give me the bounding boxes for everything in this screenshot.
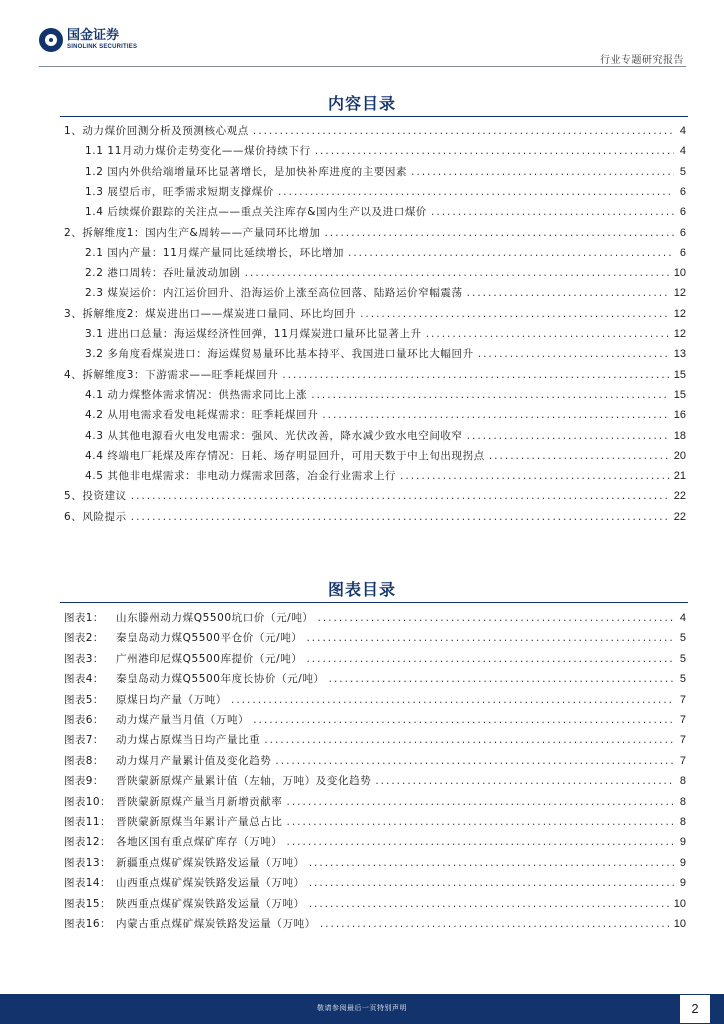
figure-entry-number: 图表16： — [64, 918, 111, 930]
figure-entry-label: 广州港印尼煤Q5500库提价（元/吨） — [116, 652, 303, 665]
toc-entry[interactable] — [85, 469, 686, 484]
toc-entry-page: 13 — [673, 348, 686, 361]
toc-entry-label: 2.2 港口周转：吞吐量波动加剧 — [85, 267, 241, 280]
figure-leader-dots — [287, 795, 675, 810]
figure-entry[interactable] — [64, 631, 686, 646]
figure-entry-page: 10 — [673, 918, 686, 930]
toc-leader-dots — [253, 124, 674, 139]
toc-entry-page: 6 — [679, 206, 686, 219]
toc-entry[interactable] — [85, 246, 686, 261]
toc-entry[interactable] — [64, 510, 686, 525]
toc-entry-label: 3.2 多角度看煤炭进口：海运煤贸易量环比基本持平、我国进口量环比大幅回升 — [85, 348, 474, 361]
toc-entry[interactable] — [64, 489, 686, 504]
toc-entry-label: 1.3 展望后市，旺季需求短期支撑煤价 — [85, 185, 274, 198]
toc-entry-page: 22 — [673, 490, 686, 503]
toc-leader-dots — [324, 226, 674, 241]
figure-entry-page: 8 — [679, 816, 686, 828]
toc-entry[interactable] — [85, 449, 686, 464]
toc-entry[interactable] — [64, 307, 686, 322]
figure-entry[interactable] — [64, 672, 686, 687]
toc-entry-page: 12 — [673, 287, 686, 300]
toc-leader-dots — [478, 347, 670, 362]
figure-leader-dots — [309, 856, 674, 871]
figure-leader-dots — [287, 815, 675, 830]
figure-entry-page: 9 — [679, 836, 686, 849]
figure-entry-label: 晋陕蒙新原煤当年累计产量总占比 — [116, 816, 283, 828]
figure-entry-number: 图表4： — [64, 673, 104, 686]
logo-icon — [39, 28, 63, 52]
toc-entry-label: 4.2 从用电需求看发电耗煤需求：旺季耗煤回升 — [85, 409, 319, 422]
logo-english-name: SINOLINK SECURITIES — [67, 44, 138, 50]
figure-entry[interactable] — [64, 652, 686, 667]
toc-leader-dots — [131, 510, 670, 525]
figure-entry[interactable] — [64, 876, 686, 891]
figure-entry-page: 4 — [679, 612, 686, 624]
figure-entry-number: 图表7： — [64, 734, 104, 747]
toc-entry-page: 12 — [673, 328, 686, 340]
figure-entry-label: 晋陕蒙新原煤产量累计值（左轴，万吨）及变化趋势 — [116, 775, 372, 788]
toc-leader-dots — [282, 368, 669, 383]
figure-entry[interactable] — [64, 835, 686, 850]
figure-entry-number: 图表1： — [64, 612, 104, 624]
figure-entry-number: 图表13： — [64, 856, 111, 869]
figure-leader-dots — [287, 835, 675, 850]
toc-entry-page: 15 — [673, 368, 686, 381]
toc-entry[interactable] — [64, 368, 686, 383]
figure-entry[interactable] — [64, 774, 686, 789]
figure-entry-label: 内蒙古重点煤矿煤炭铁路发运量（万吨） — [116, 918, 316, 930]
toc-entry[interactable] — [85, 205, 686, 220]
toc-entry-page: 4 — [679, 125, 686, 137]
toc-leader-dots — [431, 205, 674, 220]
page-header — [0, 0, 724, 66]
toc-entry-page: 6 — [679, 226, 686, 239]
toc-entry[interactable] — [85, 185, 686, 200]
figure-entry-page: 10 — [673, 897, 686, 910]
toc-entry-label: 1.2 国内外供给端增量环比显著增长，是加快补库进度的主要因素 — [85, 165, 408, 178]
figure-entry-number: 图表6： — [64, 714, 104, 726]
toc-leader-dots — [411, 165, 674, 180]
toc-entry[interactable] — [85, 286, 686, 301]
figure-entry-label: 山西重点煤矿煤炭铁路发运量（万吨） — [116, 877, 305, 890]
toc-leader-dots — [315, 144, 674, 159]
figure-entry-label: 原煤日均产量（万吨） — [116, 693, 227, 706]
figure-entry[interactable] — [64, 795, 686, 810]
figure-leader-dots — [306, 631, 674, 646]
toc-leader-dots — [360, 307, 670, 322]
toc-entry-label: 1、动力煤价回测分析及预测核心观点 — [64, 125, 249, 137]
logo-chinese-name: 国金证券 — [67, 28, 120, 43]
page-number: 2 — [680, 995, 710, 1023]
figure-entry-number: 图表12： — [64, 836, 111, 849]
figures-title-divider — [60, 602, 688, 603]
page-footer — [0, 994, 724, 1024]
toc-entry[interactable] — [85, 327, 686, 342]
toc-entry[interactable] — [64, 226, 686, 241]
figure-entry-page: 5 — [679, 673, 686, 686]
figure-leader-dots — [275, 754, 674, 769]
figure-entry-label: 晋陕蒙新原煤产量当月新增贡献率 — [116, 795, 283, 808]
toc-entry-label: 2.3 煤炭运价：内江运价回升、沿海运价上涨至高位回落、陆路运价窄幅震荡 — [85, 287, 463, 300]
toc-leader-dots — [489, 449, 670, 464]
figure-entry-number: 图表15： — [64, 897, 111, 910]
toc-entry[interactable] — [85, 144, 686, 159]
toc-entry-page: 4 — [679, 145, 686, 158]
toc-entry-label: 1.1 11月动力煤价走势变化——煤价持续下行 — [85, 145, 311, 158]
toc-entry-label: 4、拆解维度3：下游需求——旺季耗煤回升 — [64, 368, 279, 381]
toc-leader-dots — [400, 469, 670, 484]
figure-entry[interactable] — [64, 611, 686, 626]
toc-entry[interactable] — [64, 124, 686, 139]
figure-entry-number: 图表11： — [64, 816, 111, 828]
toc-entry-page: 10 — [673, 267, 686, 280]
figure-leader-dots — [253, 713, 674, 728]
toc-leader-dots — [426, 327, 670, 342]
toc-leader-dots — [131, 489, 670, 504]
toc-entry-page: 6 — [679, 185, 686, 198]
toc-entry-page: 12 — [673, 307, 686, 320]
figure-leader-dots — [375, 774, 674, 789]
figure-entry-page: 8 — [679, 775, 686, 788]
toc-leader-dots — [467, 286, 670, 301]
figure-entry-number: 图表8： — [64, 754, 104, 767]
toc-entry-label: 2、拆解维度1：国内生产&周转——产量同环比增加 — [64, 226, 321, 239]
toc-leader-dots — [311, 388, 670, 403]
toc-leader-dots — [278, 185, 674, 200]
toc-entry-page: 22 — [673, 510, 686, 523]
figure-entry-page: 7 — [679, 693, 686, 706]
figure-entry-label: 动力煤月产量累计值及变化趋势 — [116, 754, 272, 767]
contents-title-divider — [60, 116, 688, 117]
figure-leader-dots — [264, 733, 674, 748]
footer-disclaimer: 敬请参阅最后一页特别声明 — [317, 1004, 407, 1012]
figures-title: 图表目录 — [327, 580, 396, 599]
toc-entry-page: 5 — [679, 165, 686, 178]
toc-entry[interactable] — [85, 347, 686, 362]
figure-entry-number: 图表10： — [64, 795, 111, 808]
toc-entry-page: 21 — [673, 470, 686, 483]
figure-entry-number: 图表14： — [64, 877, 111, 890]
toc-leader-dots — [467, 429, 670, 444]
toc-entry-label: 1.4 后续煤价跟踪的关注点——重点关注库存&国内生产以及进口煤价 — [85, 206, 428, 219]
figure-entry-number: 图表9： — [64, 775, 104, 788]
toc-entry-label: 4.5 其他非电煤需求：非电动力煤需求回落，冶金行业需求上行 — [85, 470, 397, 483]
figure-entry-label: 各地区国有重点煤矿库存（万吨） — [116, 836, 283, 849]
figure-entry-number: 图表5： — [64, 693, 104, 706]
toc-entry-page: 16 — [673, 409, 686, 422]
toc-entry-page: 18 — [673, 429, 686, 442]
figure-leader-dots — [309, 876, 674, 891]
figure-leader-dots — [231, 693, 674, 708]
toc-entry-label: 4.3 从其他电源看火电发电需求：强风、光伏改善，降水减少致水电空间收窄 — [85, 429, 463, 442]
figure-entry-page: 8 — [679, 795, 686, 808]
toc-entry-label: 4.4 终端电厂耗煤及库存情况：日耗、场存明显回升，可用天数于中上旬出现拐点 — [85, 449, 485, 462]
toc-entry-label: 2.1 国内产量：11月煤产量同比延续增长，环比增加 — [85, 246, 344, 259]
figure-entry-page: 9 — [679, 856, 686, 869]
figure-leader-dots — [320, 917, 670, 932]
figure-entry-page: 5 — [679, 652, 686, 665]
toc-entry-label: 5、投资建议 — [64, 490, 127, 503]
figure-entry-number: 图表2： — [64, 632, 104, 645]
figure-entry-number: 图表3： — [64, 652, 104, 665]
toc-entry-label: 3、拆解维度2：煤炭进出口——煤炭进口量同、环比均回升 — [64, 307, 357, 320]
figure-leader-dots — [318, 611, 674, 626]
figure-leader-dots — [329, 672, 674, 687]
figure-entry[interactable] — [64, 713, 686, 728]
figure-entry-page: 7 — [679, 734, 686, 747]
toc-entry-label: 3.1 进出口总量：海运煤经济性回弹，11月煤炭进口量环比显著上升 — [85, 328, 422, 340]
figure-leader-dots — [309, 897, 670, 912]
toc-entry[interactable] — [85, 388, 686, 403]
figure-entry-label: 秦皇岛动力煤Q5500年度长协价（元/吨） — [116, 673, 325, 686]
figure-entry-label: 山东滕州动力煤Q5500坑口价（元/吨） — [116, 612, 314, 624]
figure-entry-page: 7 — [679, 754, 686, 767]
figure-entry[interactable] — [64, 917, 686, 932]
figure-entry-label: 动力煤产量当月值（万吨） — [116, 714, 250, 726]
figure-entry-page: 7 — [679, 714, 686, 726]
figure-entry[interactable] — [64, 856, 686, 871]
figure-entry[interactable] — [64, 693, 686, 708]
toc-entry-label: 4.1 动力煤整体需求情况：供热需求同比上涨 — [85, 388, 308, 401]
toc-entry-page: 20 — [673, 449, 686, 462]
toc-entry[interactable] — [85, 429, 686, 444]
figure-entry[interactable] — [64, 733, 686, 748]
figure-leader-dots — [306, 652, 674, 667]
figure-entry-page: 5 — [679, 632, 686, 645]
figure-entry[interactable] — [64, 897, 686, 912]
toc-entry[interactable] — [85, 266, 686, 281]
company-logo — [39, 27, 137, 53]
figure-entry[interactable] — [64, 754, 686, 769]
figure-entry-label: 陕西重点煤矿煤炭铁路发运量（万吨） — [116, 897, 305, 910]
toc-entry[interactable] — [85, 408, 686, 423]
toc-leader-dots — [322, 408, 669, 423]
toc-entry[interactable] — [85, 165, 686, 180]
header-divider — [39, 66, 686, 67]
toc-leader-dots — [348, 246, 674, 261]
contents-title: 内容目录 — [327, 94, 396, 113]
toc-entry-page: 6 — [679, 246, 686, 259]
report-type-label: 行业专题研究报告 — [600, 55, 684, 66]
figure-entry[interactable] — [64, 815, 686, 830]
figure-entry-label: 动力煤占原煤当日均产量比重 — [116, 734, 261, 747]
toc-leader-dots — [245, 266, 670, 281]
figure-entry-label: 新疆重点煤矿煤炭铁路发运量（万吨） — [116, 856, 305, 869]
toc-entry-page: 15 — [673, 388, 686, 401]
figure-entry-label: 秦皇岛动力煤Q5500平仓价（元/吨） — [116, 632, 303, 645]
toc-entry-label: 6、风险提示 — [64, 510, 127, 523]
figure-entry-page: 9 — [679, 877, 686, 890]
